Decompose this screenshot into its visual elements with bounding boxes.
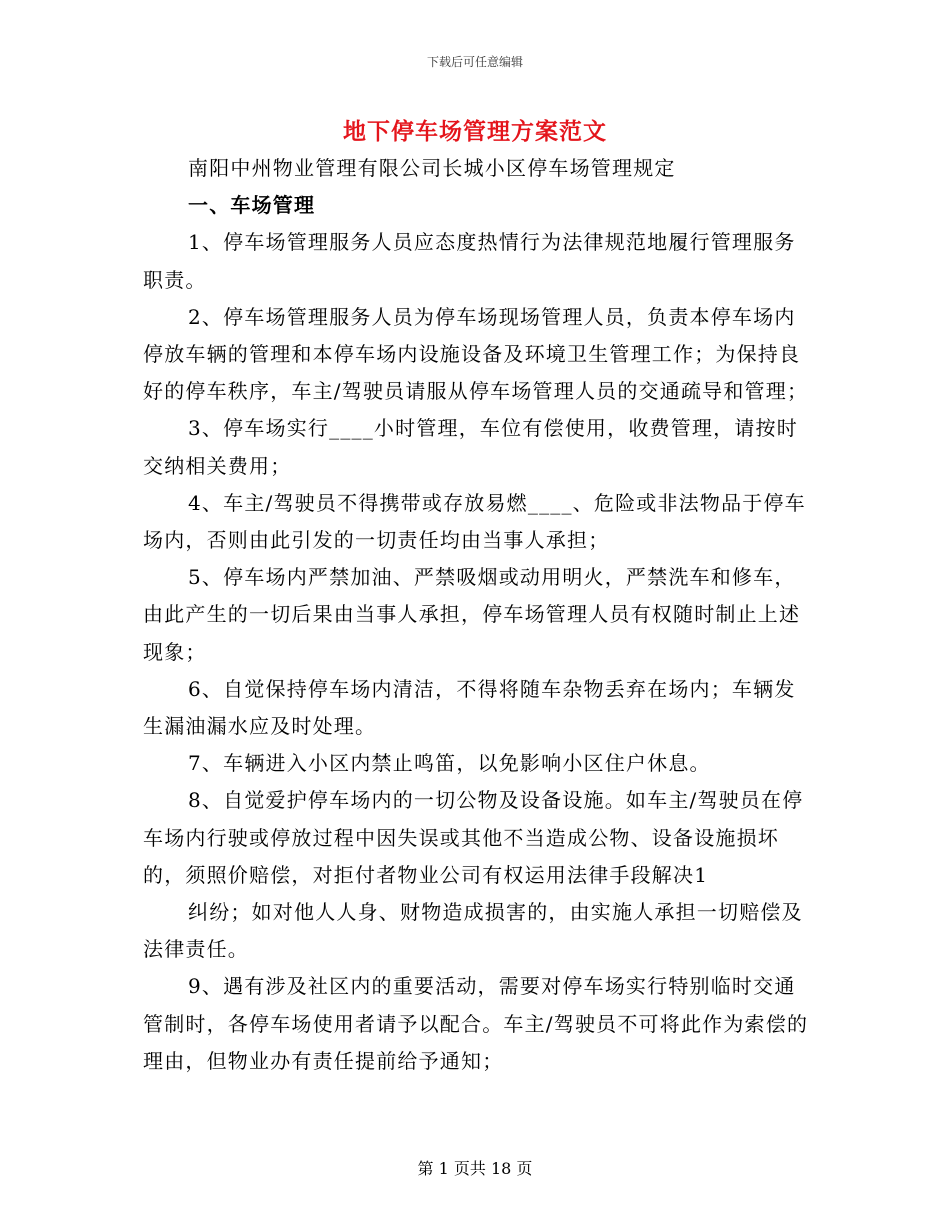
document-body	[143, 150, 811, 1080]
paragraph-rule-8-continued: 纠纷；如对他人人身、财物造成损害的，由实施人承担一切赔偿及法律责任。	[143, 900, 803, 962]
paragraph-rule-3: 3、停车场实行____小时管理，车位有偿使用，收费管理，请按时交纳相关费用；	[143, 416, 798, 478]
paragraph-rule-7: 7、车辆进入小区内禁止鸣笛，以免影响小区住户休息。	[188, 751, 711, 776]
document-title: 地下停车场管理方案范文	[343, 118, 607, 145]
paragraph-rule-4: 4、车主/驾驶员不得携带或存放易燃____、危险或非法物品于停车场内，否则由此引发的一切责任均由当事人承担；	[143, 490, 806, 553]
paragraph-rule-8: 8、自觉爱护停车场内的一切公物及设备设施。如车主/驾驶员在停车场内行驶或停放过程中因失误或其他不当造成公物、设备设施损坏的，须照价赔偿，对拒付者物业公司有权运用法律手段解决1	[143, 788, 804, 887]
page-header: 下载后可任意编辑	[426, 55, 523, 69]
page-footer: 第 1 页共 18 页	[417, 1159, 533, 1178]
paragraph-rule-6: 6、自觉保持停车场内清洁，不得将随车杂物丢弃在场内；车辆发生漏油漏水应及时处理。	[143, 676, 796, 739]
paragraph-rule-5: 5、停车场内严禁加油、严禁吸烟或动用明火，严禁洗车和修车，由此产生的一切后果由当事人承担，停车场管理人员有权随时制止上述现象；	[143, 565, 801, 664]
paragraph-rule-1: 1、停车场管理服务人员应态度热情行为法律规范地履行管理服务职责。	[143, 230, 796, 292]
section-heading: 一、车场管理	[188, 193, 316, 218]
paragraph-rule-2: 2、停车场管理服务人员为停车场现场管理人员，负责本停车场内停放车辆的管理和本停车场内设施设备及环境卫生管理工作；为保持良好的停车秩序，车主/驾驶员请服从停车场管理人员的交通疏导和管理；	[143, 304, 809, 404]
paragraph-rule-9: 9、遇有涉及社区内的重要活动，需要对停车场实行特别临时交通管制时，各停车场使用者请予以配合。车主/驾驶员不可将此作为索偿的理由，但物业办有责任提前给予通知；	[143, 974, 809, 1073]
paragraph-subtitle: 南阳中州物业管理有限公司长城小区停车场管理规定	[188, 156, 676, 180]
